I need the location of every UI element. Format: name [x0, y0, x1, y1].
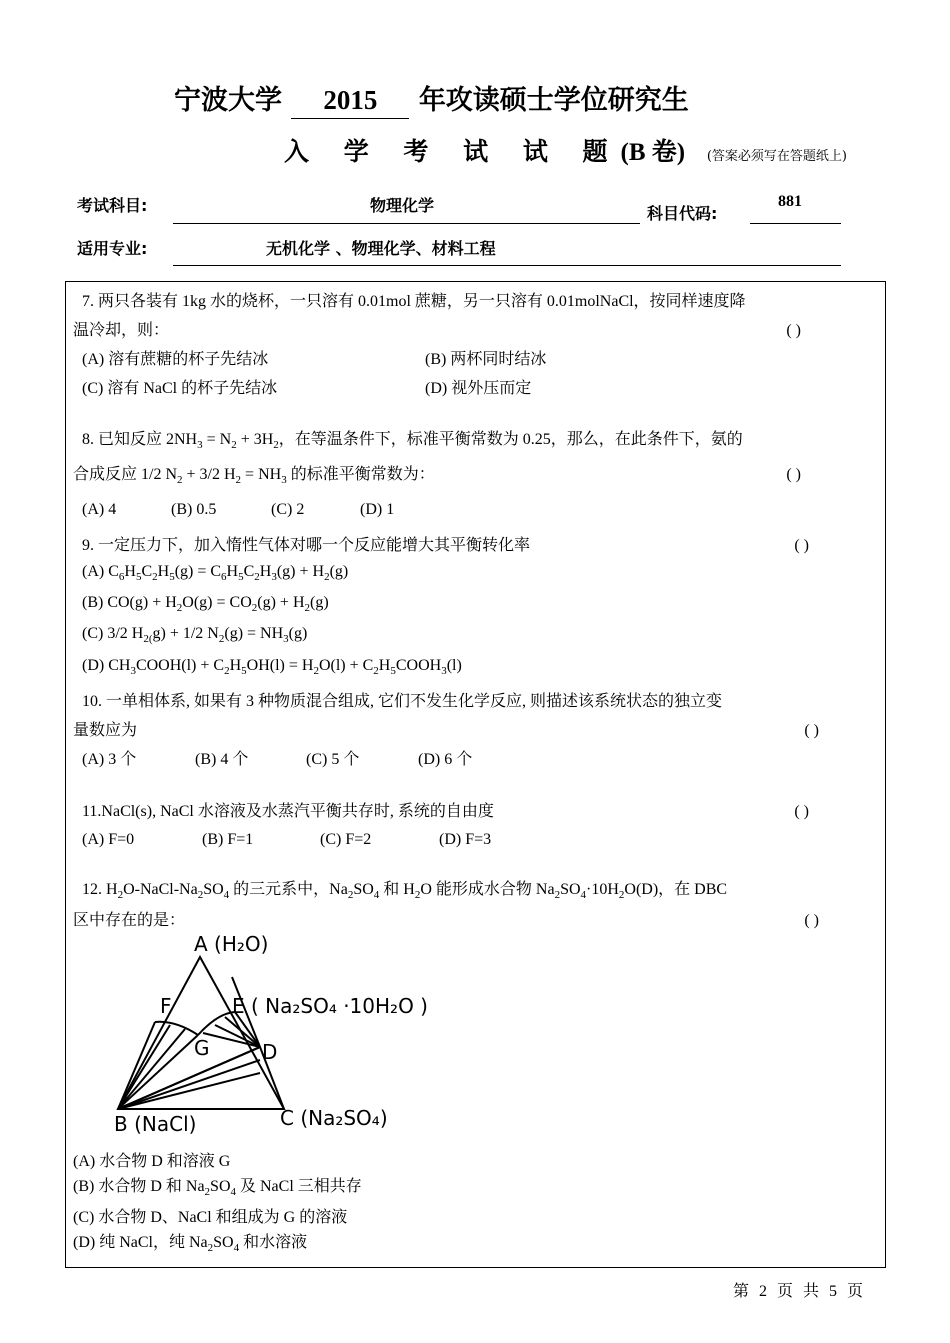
page-number: 第 2 页 共 5 页 [733, 1283, 864, 1300]
point-d-label: D [262, 1040, 278, 1064]
q12-line1: 12. $H_2O-NaCl-Na_2SO_4$ 的三元系中，$Na_2SO_4$ 和 $H_2O$ 能形成水合物 $Na_2SO_4\cdot 10H_2O(D)$，在 DBC [82, 881, 728, 902]
q9-option-a: (A) $C_6H_5C_2H_5(g) = C_6H_5C_2H_3(g) + H_2(g)$ [82, 563, 349, 584]
q7-options-ab [73, 345, 879, 374]
major-value: 无机化学 、物理化学、材料工程 [266, 239, 496, 258]
q9-option-c: (C) 3/2 $H_{2(}g) + 1/2$ $N_2(g) = NH_3(g)$ [82, 625, 308, 646]
q12-line2-text: 区中存在的是： [73, 912, 186, 930]
q12-option-a: (A) 水合物 D 和溶液 G [73, 1153, 231, 1170]
q12-option-d: (D) 纯 NaCl，纯 $Na_2SO_4$ 和水溶液 [73, 1234, 308, 1255]
code-value: 881 [778, 193, 802, 210]
question-7 [73, 287, 879, 403]
q10-line1: 10. 一单相体系, 如果有 3 种物质混合组成, 它们不发生化学反应, 则描述该系统状态的独立变 [82, 693, 723, 710]
q8-option-a: (A) 4 [82, 501, 117, 519]
q11-options [73, 826, 879, 854]
q11-option-d: (D) F=3 [439, 831, 492, 848]
q7-line1: 7. 两只各装有 1kg 水的烧杯，一只溶有 0.01mol 蔗糖，另一只溶有 0.01molNaCl，按同样速度降 [82, 293, 746, 310]
q7-line2-text: 温冷却，则： [73, 322, 170, 339]
answer-bracket: ( ) [794, 803, 809, 820]
answer-bracket: ( ) [804, 912, 819, 930]
q11-option-b: (B) F=1 [202, 831, 254, 848]
q9-stem [73, 533, 879, 559]
q12-options [73, 1149, 879, 1261]
vertex-a-label: A (H₂O) [194, 932, 269, 956]
ternary-phase-diagram [100, 925, 480, 1140]
q11-option-a: (A) F=0 [82, 831, 135, 848]
title-rest: 年攻读硕士学位研究生 [418, 85, 689, 116]
exam-year: 2015 [291, 85, 409, 119]
q8-line1: 8. 已知反应 $2NH_3 = N_2 + 3H_2$，在等温条件下，标准平衡常数为 0.25，那么，在此条件下，氨的 [82, 431, 743, 452]
q8-option-d: (D) 1 [360, 501, 395, 519]
q8-option-b: (B) 0.5 [171, 501, 217, 519]
question-10 [73, 687, 879, 774]
exam-title [174, 78, 689, 119]
major-label: 适用专业: [77, 239, 148, 258]
q8-options [73, 495, 879, 524]
q7-line2 [73, 316, 879, 345]
q7-option-d: (D) 视外压而定 [425, 380, 532, 397]
vertex-b-label: B (NaCl) [114, 1112, 197, 1136]
q12-option-b: (B) 水合物 D 和 $Na_2SO_4$ 及 NaCl 三相共存 [73, 1178, 362, 1199]
code-label: 科目代码: [647, 204, 718, 223]
answer-bracket: ( ) [794, 537, 809, 554]
answer-note: (答案必须写在答题纸上) [706, 149, 847, 164]
q9-option-b: (B) $CO(g) + H_2O(g) = CO_2(g) + H_2(g)$ [82, 594, 329, 615]
q10-option-b: (B) 4 个 [195, 751, 249, 768]
major-underline [173, 265, 841, 266]
code-underline [750, 223, 841, 224]
q12-option-c: (C) 水合物 D、NaCl 和组成为 G 的溶液 [73, 1209, 348, 1227]
subject-underline [173, 223, 640, 224]
q9-stem-text: 9. 一定压力下，加入惰性气体对哪一个反应能增大其平衡转化率 [82, 537, 531, 554]
q8-line2: 合成反应 1/2 $N_2 + 3/2$ $H_2 = NH_3$ 的标准平衡常数为： ( ) [73, 460, 879, 495]
question-11 [73, 798, 879, 854]
exam-subtitle [284, 132, 847, 168]
answer-bracket: ( ) [786, 466, 801, 484]
q8-option-c: (C) 2 [271, 501, 305, 519]
answer-bracket: ( ) [804, 722, 819, 739]
university-name: 宁波大学 [174, 85, 282, 116]
question-9 [73, 533, 879, 684]
q10-option-c: (C) 5 个 [306, 751, 360, 768]
point-f-label: F [160, 994, 172, 1018]
q11-option-c: (C) F=2 [320, 831, 372, 848]
q10-options [73, 745, 879, 774]
q11-stem [73, 798, 879, 826]
q7-options-cd [73, 374, 879, 403]
q7-option-a: (A) 溶有蔗糖的杯子先结冰 [82, 351, 269, 368]
vertex-c-label: C (Na₂SO₄) [280, 1106, 388, 1130]
question-8 [73, 425, 879, 524]
q7-option-c: (C) 溶有 NaCl 的杯子先结冰 [82, 380, 278, 397]
q10-option-d: (D) 6 个 [418, 751, 473, 768]
point-e-label: E ( Na₂SO₄ ·10H₂O ) [232, 994, 428, 1018]
q11-stem-text: 11.NaCl(s), NaCl 水溶液及水蒸汽平衡共存时, 系统的自由度 [82, 803, 494, 820]
exam-title-text: 入 学 考 试 试 题 [284, 137, 621, 166]
answer-bracket: ( ) [786, 322, 801, 339]
point-g-label: G [194, 1036, 210, 1060]
q7-option-b: (B) 两杯同时结冰 [425, 351, 547, 368]
q9-option-d: (D) $CH_3COOH(l) + C_2H_5OH(l) = H_2O(l)$ + $C_2H_5COOH_3(l)$ [82, 656, 462, 677]
subject-value: 物理化学 [370, 196, 435, 215]
q10-line2 [73, 716, 879, 745]
q10-line2-text: 量数应为 [73, 722, 138, 739]
q10-option-a: (A) 3 个 [82, 751, 137, 768]
subject-label: 考试科目: [77, 196, 148, 215]
paper-label: (B 卷) [620, 139, 686, 166]
